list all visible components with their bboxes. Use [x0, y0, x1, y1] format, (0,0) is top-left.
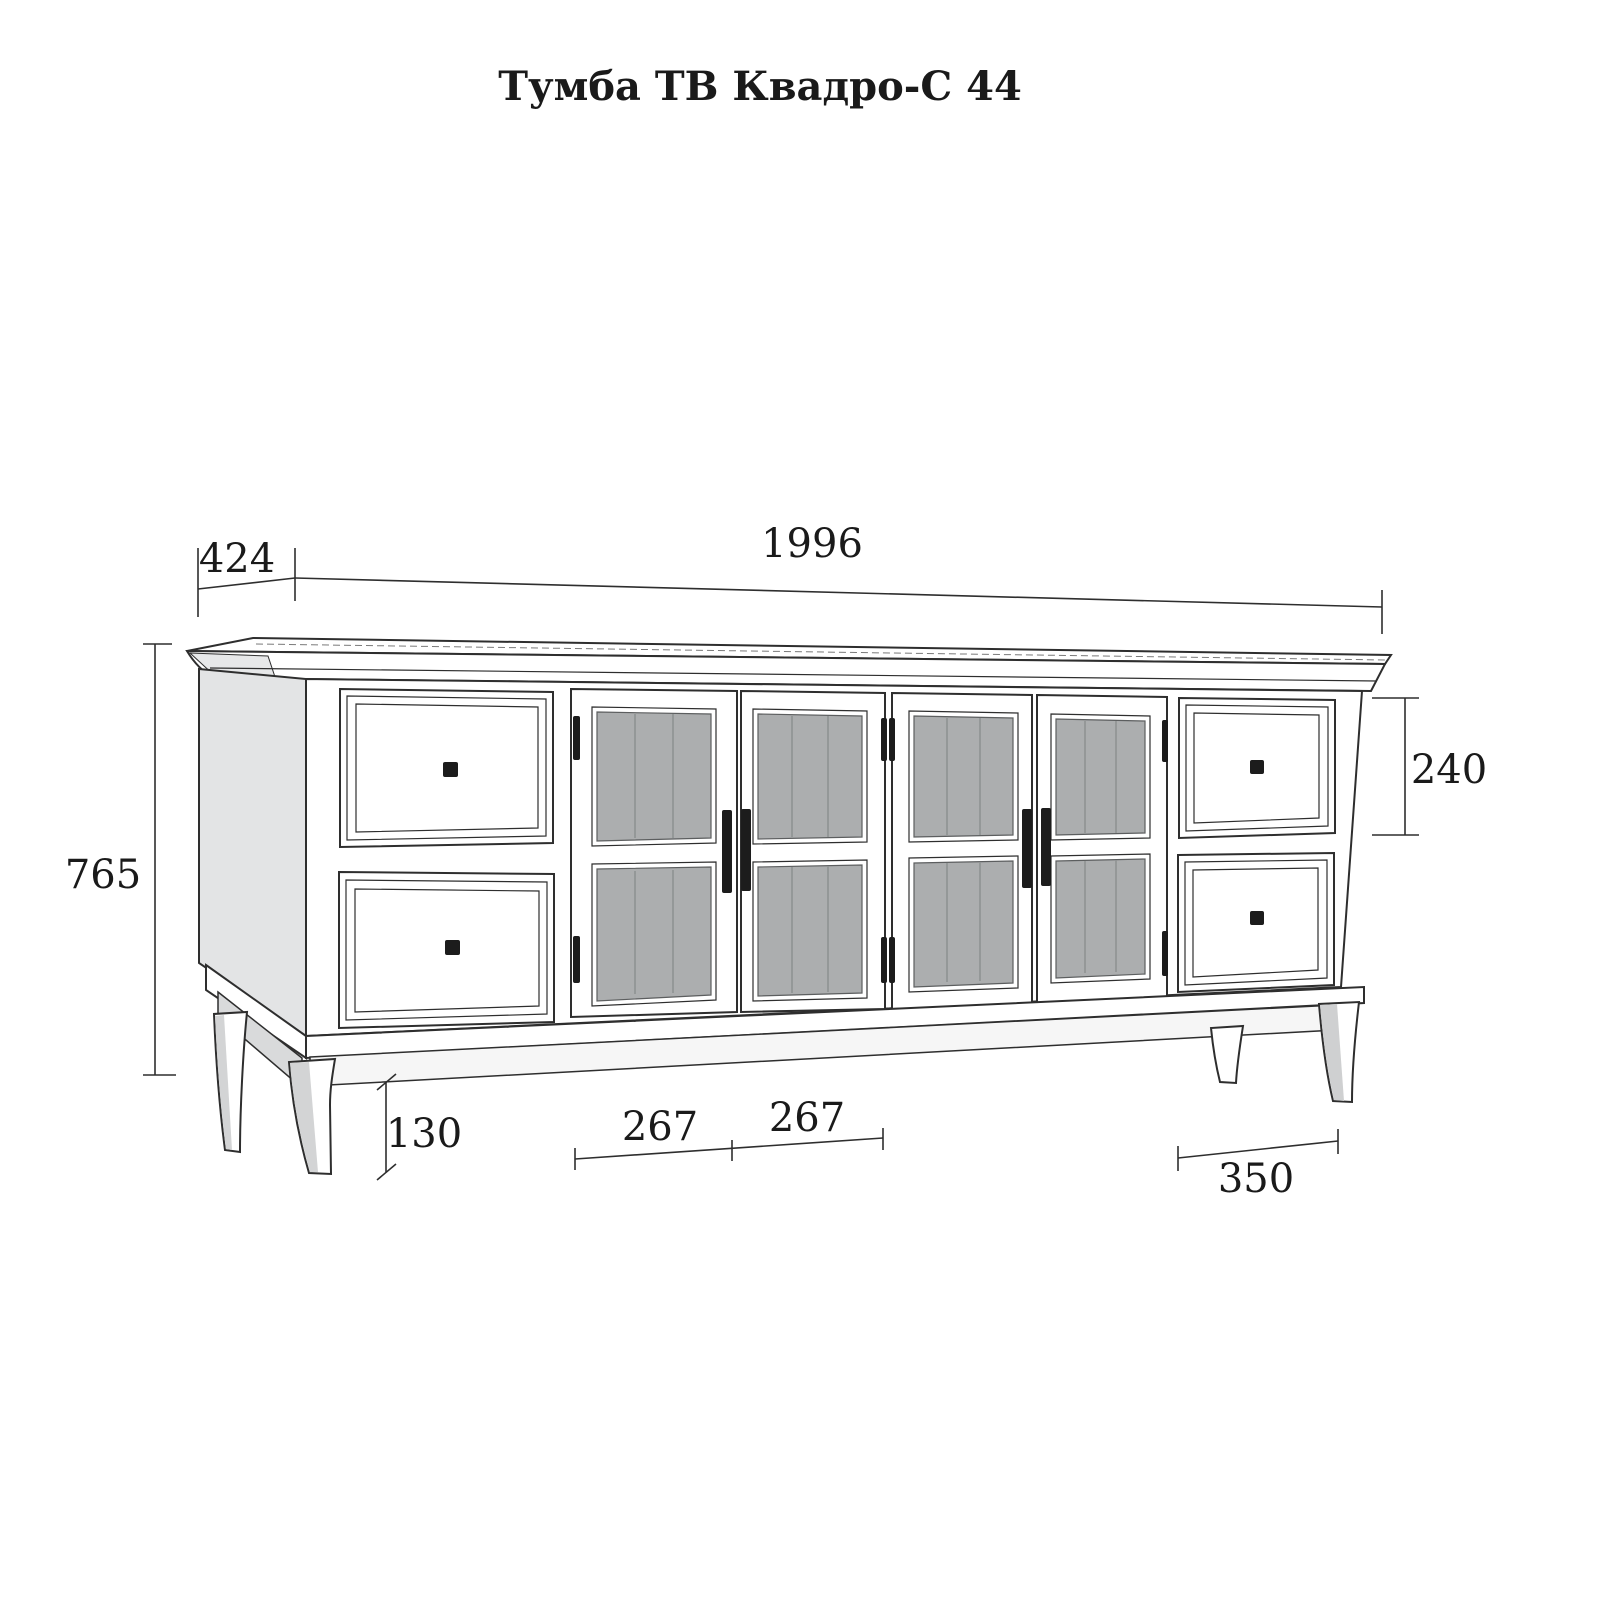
drawer-knob [1250, 911, 1264, 925]
dim-drawer-width-label: 350 [1217, 1156, 1295, 1202]
hinge [1162, 931, 1168, 976]
glass-pane [1056, 719, 1145, 835]
glass-door-section [571, 689, 1168, 1017]
right-drawer-bottom [1178, 853, 1334, 992]
glass-door-1 [571, 689, 737, 1017]
dim-height-label: 765 [64, 852, 142, 898]
dim-width [295, 521, 1382, 634]
dim-width-label: 1996 [761, 521, 863, 567]
dim-door-widths [575, 1095, 883, 1170]
left-drawer-bottom [339, 872, 554, 1028]
glass-door-2 [741, 691, 885, 1012]
dim-height [65, 644, 176, 1075]
hinge [573, 936, 580, 983]
leg-back-right [1211, 1026, 1243, 1083]
hinge [881, 718, 887, 761]
dim-drawer-width [1178, 1129, 1338, 1202]
drawing-title: Тумба ТВ Квадро-С 44 [498, 63, 1022, 110]
drawer-knob [445, 940, 460, 955]
glass-pane [758, 865, 862, 996]
door-handle [1022, 809, 1032, 888]
dim-drawer-height [1372, 698, 1487, 835]
right-drawer-top [1179, 698, 1335, 838]
glass-door-4 [1037, 695, 1167, 1003]
dim-door-width-left-label: 267 [621, 1104, 699, 1150]
cabinet [187, 638, 1391, 1174]
dim-depth-label: 424 [198, 536, 276, 582]
hinge [1162, 720, 1168, 762]
glass-pane [597, 867, 711, 1001]
glass-pane [597, 712, 711, 841]
hinge [889, 718, 895, 761]
glass-door-3 [892, 693, 1032, 1009]
drawer-knob [1250, 760, 1264, 774]
dim-drawer-height-label: 240 [1410, 747, 1488, 793]
glass-pane [914, 861, 1013, 987]
door-handle [1041, 808, 1051, 886]
door-handle [722, 810, 732, 893]
dim-door-width-right-label: 267 [768, 1095, 846, 1141]
hinge [881, 937, 887, 983]
hinge [573, 716, 580, 760]
dim-leg-height [377, 1074, 462, 1180]
dim-leg-height-label: 130 [385, 1111, 463, 1157]
dim-depth [198, 536, 295, 617]
glass-pane [1056, 859, 1145, 978]
hinge [889, 937, 895, 983]
glass-pane [758, 714, 862, 839]
door-handle [741, 809, 751, 891]
left-drawer-top [340, 689, 553, 847]
glass-pane [914, 716, 1013, 837]
drawer-knob [443, 762, 458, 777]
